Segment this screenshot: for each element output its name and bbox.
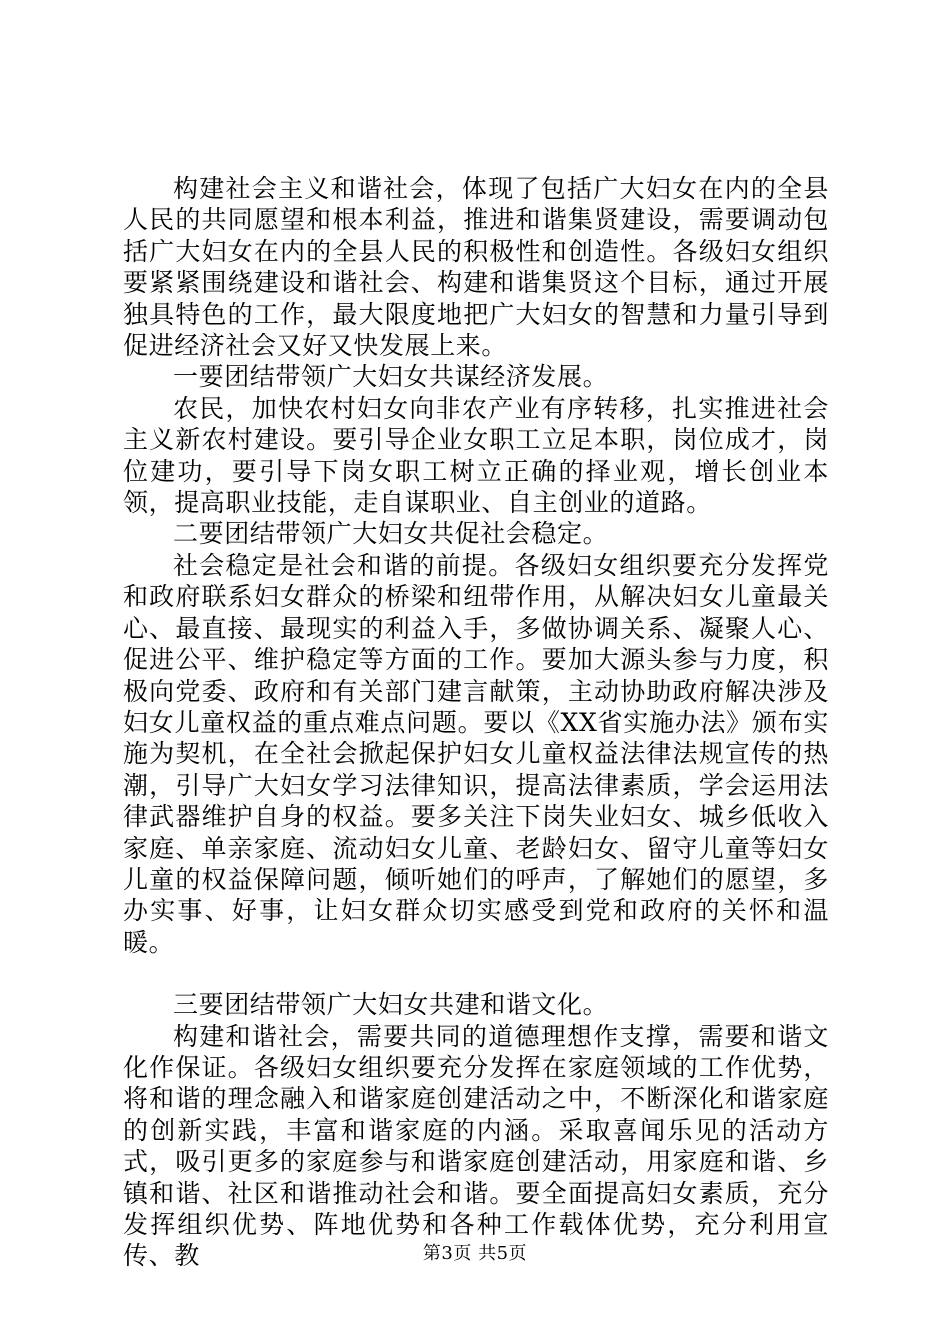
paragraph-culture: 构建和谐社会，需要共同的道德理想作支撑，需要和谐文化作保证。各级妇女组织要充分发挥在家庭领域的工作优势，将和谐的理念融入和谐家庭创建活动之中，不断深化和谐家庭的创新实践，丰富和谐家庭的内涵。采取喜闻乐见的活动方式，吸引更多的家庭参与和谐家庭创建活动，用家庭和谐、乡镇和谐、社区和谐推动社会和谐。要全面提高妇女素质，充分发挥组织优势、阵地优势和各种工作载体优势，充分利用宣传、教 xyxy=(123,1021,829,1271)
paragraph-economy: 农民，加快农村妇女向非农产业有序转移，扎实推进社会主义新农村建设。要引导企业女职工立足本职，岗位成才，岗位建功，要引导下岗女职工树立正确的择业观，增长创业本领，提高职业技能，走自谋职业、自主创业的道路。 xyxy=(123,393,829,518)
heading-culture: 三要团结带领广大妇女共建和谐文化。 xyxy=(173,990,609,1020)
page-footer: 第3页 共5页 xyxy=(422,1243,528,1264)
document-body xyxy=(123,173,829,1272)
paragraph-intro: 构建社会主义和谐社会，体现了包括广大妇女在内的全县人民的共同愿望和根本利益，推进和谐集贤建设，需要调动包括广大妇女在内的全县人民的积极性和创造性。各级妇女组织要紧紧围绕建设和谐社会、构建和谐集贤这个目标，通过开展独具特色的工作，最大限度地把广大妇女的智慧和力量引导到促进经济社会又好又快发展上来。 xyxy=(123,174,829,361)
heading-economy: 一要团结带领广大妇女共谋经济发展。 xyxy=(173,362,609,392)
paragraph-stability: 社会稳定是社会和谐的前提。各级妇女组织要充分发挥党和政府联系妇女群众的桥梁和纽带作用，从解决妇女儿童最关心、最直接、最现实的利益入手，多做协调关系、凝聚人心、促进公平、维护稳定等方面的工作。要加大源头参与力度，积极向党委、政府和有关部门建言献策，主动协助政府解决涉及妇女儿童权益的重点难点问题。要以《XX省实施办法》颁布实施为契机，在全社会掀起保护妇女儿童权益法律法规宣传的热潮，引导广大妇女学习法律知识，提高法律素质，学会运用法律武器维护自身的权益。要多关注下岗失业妇女、城乡低收入家庭、单亲家庭、流动妇女儿童、老龄妇女、留守儿童等妇女儿童的权益保障问题，倾听她们的呼声，了解她们的愿望，多办实事、好事，让妇女群众切实感受到党和政府的关怀和温暖。 xyxy=(123,550,829,957)
heading-stability: 二要团结带领广大妇女共促社会稳定。 xyxy=(173,519,609,549)
